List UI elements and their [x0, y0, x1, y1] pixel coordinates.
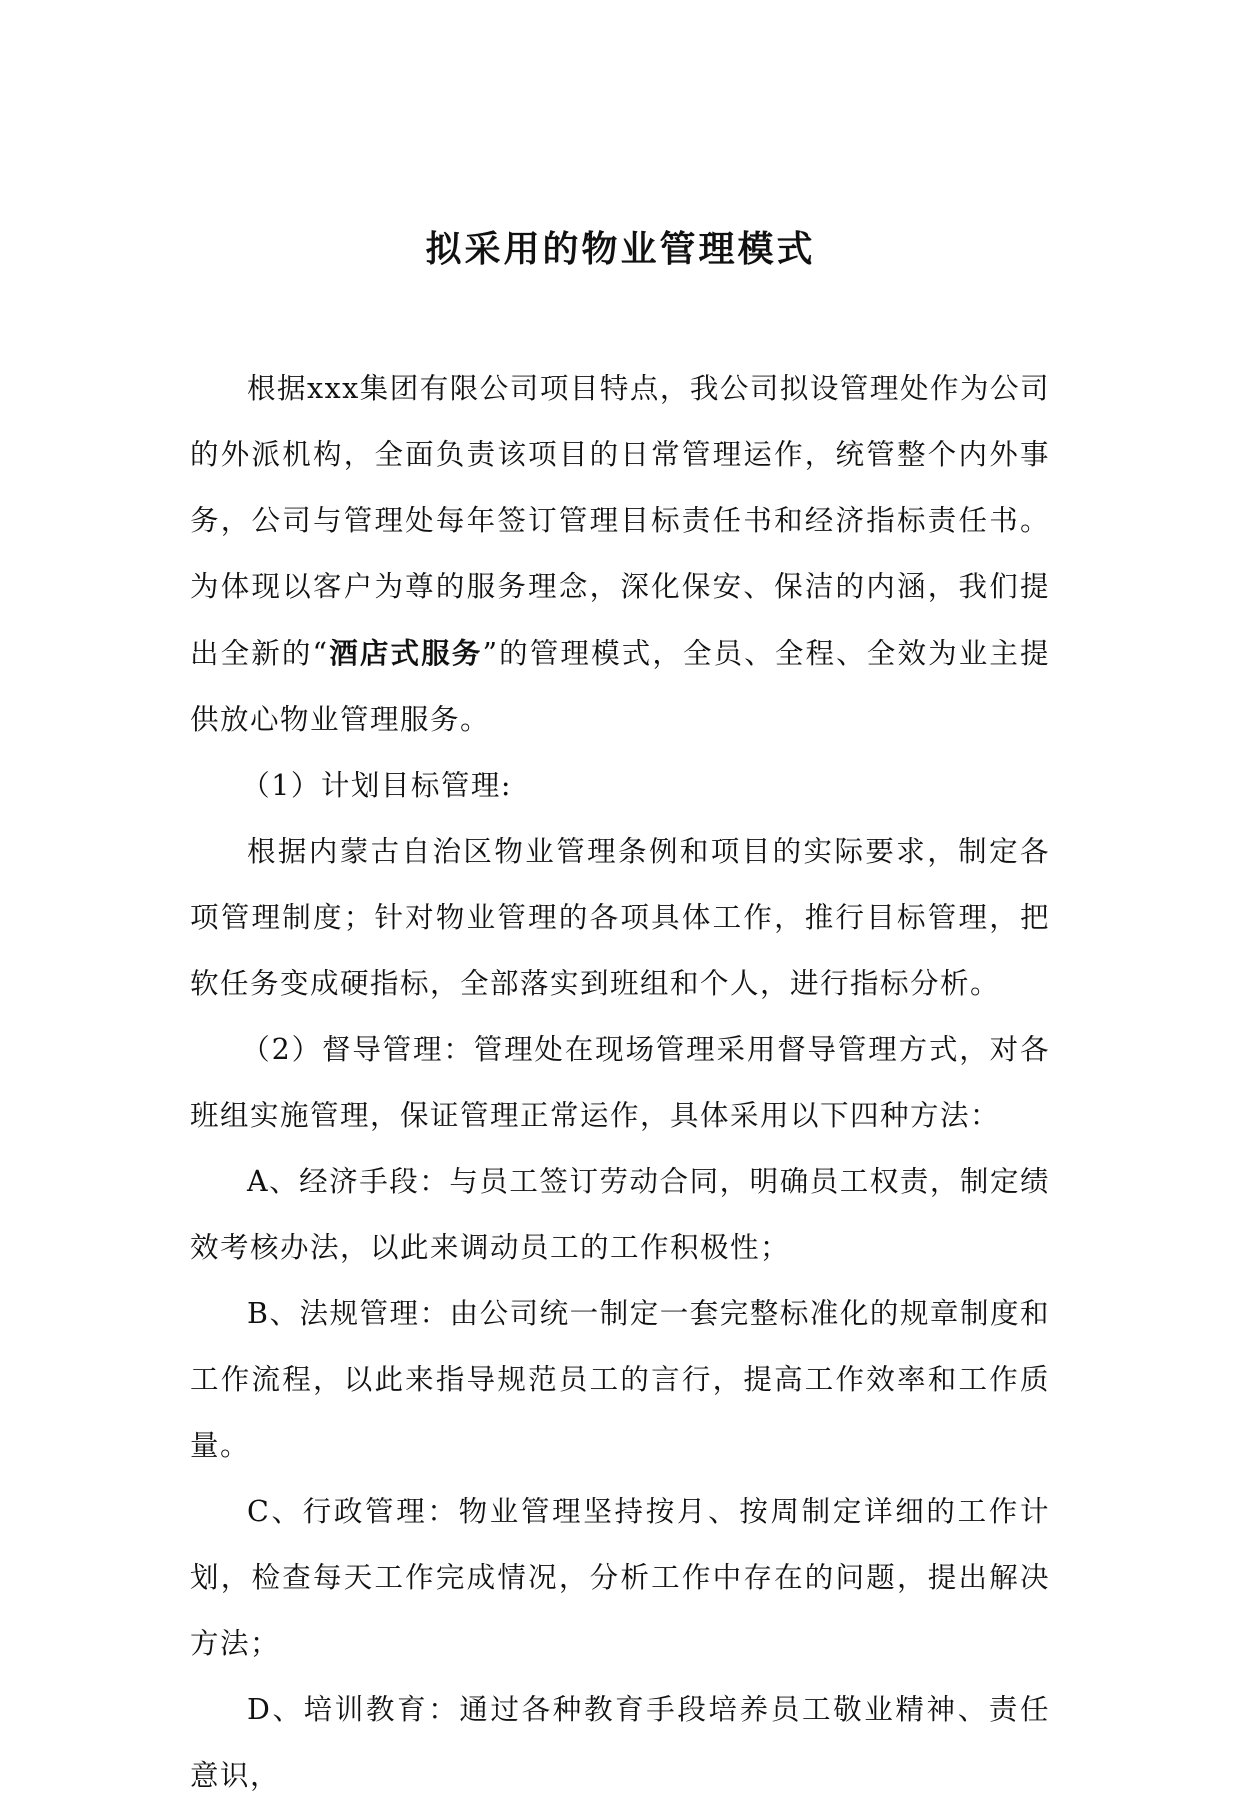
intro-text-before: 根据xxx集团有限公司项目特点，我公司拟设管理处作为公司的外派机构，全面负责该项目的日常管理运作，统管整个内外事务，公司与管理处每年签订管理目标责任书和经济指标责任书。为体现以客户为尊的服务理念，深化保安、保洁的内涵，我们提出全新的“ [190, 372, 1050, 670]
intro-emphasis: 酒店式服务 [328, 636, 483, 670]
section-plan-heading: （1）计划目标管理: [241, 769, 513, 802]
method-d-paragraph: D、培训教育：通过各种教育手段培养员工敬业精神、责任意识， [190, 1693, 1050, 1792]
method-a-paragraph: A、经济手段：与员工签订劳动合同，明确员工权责，制定绩效考核办法，以此来调动员工的工作积极性； [190, 1165, 1050, 1264]
method-b-paragraph: B、法规管理：由公司统一制定一套完整标准化的规章制度和工作流程，以此来指导规范员工的言行，提高工作效率和工作质量。 [190, 1297, 1050, 1462]
page-title: 拟采用的物业管理模式 [425, 228, 816, 270]
section-plan-body: 根据内蒙古自治区物业管理条例和项目的实际要求，制定各项管理制度；针对物业管理的各项具体工作，推行目标管理，把软任务变成硬指标，全部落实到班组和个人，进行指标分析。 [190, 835, 1050, 1000]
method-c-paragraph: C、行政管理：物业管理坚持按月、按周制定详细的工作计划，检查每天工作完成情况，分析工作中存在的问题，提出解决方法； [190, 1495, 1050, 1660]
section-supervise: （2）督导管理：管理处在现场管理采用督导管理方式，对各班组实施管理，保证管理正常运作，具体采用以下四种方法： [190, 1033, 1050, 1132]
intro-paragraph [190, 356, 1050, 753]
document-body [190, 356, 1050, 1809]
intro-text-after: ”的管理模式，全员、全程、全效为业主提供放心物业管理服务。 [190, 637, 1050, 736]
